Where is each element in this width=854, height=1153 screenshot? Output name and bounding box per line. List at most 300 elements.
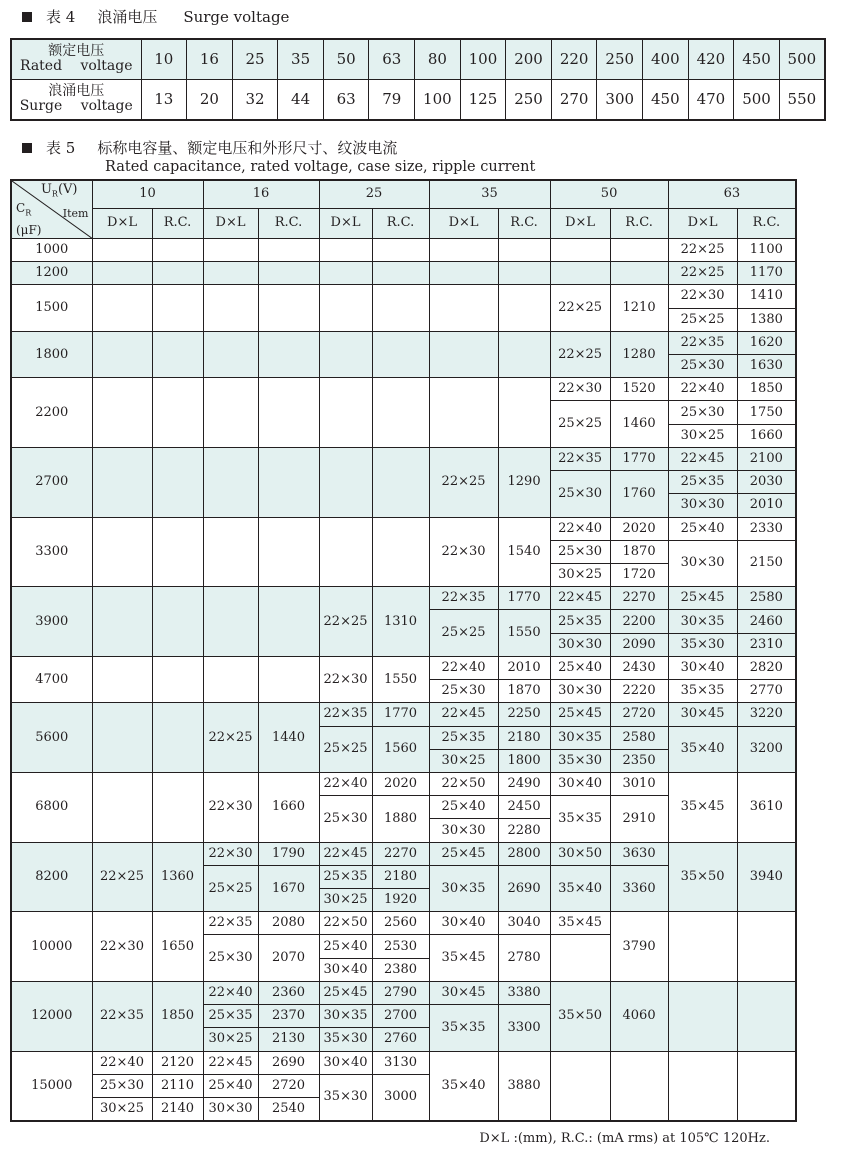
capacitance-cell: 2200 <box>11 378 92 448</box>
table-row <box>11 285 796 308</box>
dl-cell: 22×25 <box>668 238 737 261</box>
dl-cell: 22×30 <box>203 772 258 842</box>
rc-cell: 2770 <box>737 680 796 703</box>
dl-cell: 35×35 <box>550 796 610 842</box>
rc-cell: 2010 <box>737 494 796 517</box>
rc-cell: 2690 <box>498 865 550 911</box>
rc-column-header: R.C. <box>610 208 668 238</box>
empty-rc-cell <box>258 587 319 657</box>
rated-voltage-value: 500 <box>779 39 825 79</box>
table4-title <box>22 8 289 26</box>
empty-dl-cell <box>92 285 152 331</box>
dl-cell: 22×45 <box>668 447 737 470</box>
empty-dl-cell <box>203 331 258 377</box>
rc-cell: 3040 <box>498 912 550 935</box>
surge-voltage-value: 500 <box>734 79 780 120</box>
dl-cell: 30×45 <box>429 981 498 1004</box>
dl-cell: 30×25 <box>92 1098 152 1121</box>
rc-cell: 1770 <box>372 703 429 726</box>
empty-rc-cell <box>498 238 550 261</box>
dl-cell: 30×40 <box>319 958 372 981</box>
rated-voltage-value: 420 <box>688 39 734 79</box>
rc-cell: 2360 <box>258 981 319 1004</box>
capacitance-cell: 10000 <box>11 912 92 982</box>
empty-rc-cell <box>372 447 429 517</box>
rc-cell: 2100 <box>737 447 796 470</box>
rc-cell: 1440 <box>258 703 319 773</box>
empty-dl-cell <box>92 517 152 587</box>
empty-dl-cell <box>319 517 372 587</box>
rc-cell: 3790 <box>610 912 668 982</box>
square-bullet-icon <box>22 12 32 22</box>
dl-cell: 30×30 <box>668 540 737 586</box>
rc-cell: 2150 <box>737 540 796 586</box>
rc-cell: 1310 <box>372 587 429 657</box>
dl-cell: 22×45 <box>429 703 498 726</box>
table4-number: 表 4 <box>46 8 76 26</box>
rated-voltage-value: 50 <box>323 39 369 79</box>
dl-cell: 22×45 <box>550 587 610 610</box>
dl-column-header: D×L <box>319 208 372 238</box>
empty-rc-cell <box>258 285 319 331</box>
square-bullet-icon <box>22 143 32 153</box>
dl-cell: 22×40 <box>550 517 610 540</box>
rc-cell: 1660 <box>258 772 319 842</box>
empty-dl-cell <box>668 1051 737 1121</box>
empty-rc-cell <box>737 981 796 1051</box>
dl-cell: 25×25 <box>550 401 610 447</box>
empty-dl-cell <box>668 981 737 1051</box>
dl-cell: 22×30 <box>550 378 610 401</box>
rc-cell: 2760 <box>372 1028 429 1051</box>
surge-voltage-value: 100 <box>415 79 461 120</box>
rc-cell: 2010 <box>498 656 550 679</box>
rc-cell: 2030 <box>737 471 796 494</box>
surge-voltage-value: 44 <box>278 79 324 120</box>
empty-dl-cell <box>92 331 152 377</box>
empty-dl-cell <box>668 912 737 982</box>
rc-cell: 1880 <box>372 796 429 842</box>
voltage-header: 10 <box>92 180 203 208</box>
dl-cell: 22×40 <box>203 981 258 1004</box>
empty-rc-cell <box>152 517 203 587</box>
surge-voltage-value: 450 <box>643 79 689 120</box>
empty-dl-cell <box>92 447 152 517</box>
rc-cell: 2530 <box>372 935 429 958</box>
rated-voltage-value: 220 <box>551 39 597 79</box>
ur-label: $U_R(V)$ <box>40 182 78 199</box>
table-row <box>11 912 796 935</box>
capacitance-cell: 1000 <box>11 238 92 261</box>
surge-voltage-value: 13 <box>141 79 187 120</box>
rated-voltage-value: 25 <box>232 39 278 79</box>
dl-cell: 22×40 <box>319 772 372 795</box>
capacitance-cell: 3300 <box>11 517 92 587</box>
empty-dl-cell <box>92 656 152 702</box>
rc-cell: 2690 <box>258 1051 319 1074</box>
rc-cell: 2780 <box>498 935 550 981</box>
empty-rc-cell <box>372 517 429 587</box>
rc-cell: 1630 <box>737 355 796 378</box>
rc-column-header: R.C. <box>737 208 796 238</box>
rc-cell: 2350 <box>610 749 668 772</box>
dl-cell: 35×40 <box>668 726 737 772</box>
dl-cell: 22×35 <box>92 981 152 1051</box>
dl-cell: 22×35 <box>550 447 610 470</box>
rc-cell: 3000 <box>372 1074 429 1121</box>
empty-dl-cell <box>429 285 498 331</box>
rc-cell: 1620 <box>737 331 796 354</box>
empty-rc-cell <box>372 285 429 331</box>
surge-voltage-value: 550 <box>779 79 825 120</box>
rc-column-header: R.C. <box>372 208 429 238</box>
dl-cell: 35×35 <box>429 1005 498 1051</box>
capacitance-cell: 15000 <box>11 1051 92 1121</box>
empty-dl-cell <box>203 587 258 657</box>
empty-rc-cell <box>610 262 668 285</box>
dl-cell: 35×40 <box>550 865 610 911</box>
empty-rc-cell <box>258 262 319 285</box>
surge-voltage-table <box>10 38 826 121</box>
dl-cell: 25×30 <box>668 401 737 424</box>
dl-cell: 25×40 <box>429 796 498 819</box>
dl-cell: 30×35 <box>550 726 610 749</box>
rated-voltage-row <box>11 39 825 79</box>
rated-voltage-value: 80 <box>415 39 461 79</box>
dl-cell: 30×25 <box>429 749 498 772</box>
dl-cell: 30×35 <box>668 610 737 633</box>
rc-cell: 2580 <box>737 587 796 610</box>
dl-cell: 30×40 <box>319 1051 372 1074</box>
dl-cell: 35×45 <box>550 912 610 935</box>
table4-title-en: Surge voltage <box>183 8 290 26</box>
rc-cell: 1720 <box>610 563 668 586</box>
rated-capacitance-table <box>10 179 797 1122</box>
rated-voltage-label-cn: 额定电压 <box>48 43 105 60</box>
empty-dl-cell <box>429 238 498 261</box>
empty-rc-cell <box>372 262 429 285</box>
dl-cell: 25×45 <box>668 587 737 610</box>
rc-cell: 2220 <box>610 680 668 703</box>
dl-cell: 22×25 <box>550 331 610 377</box>
rc-cell: 2540 <box>258 1098 319 1121</box>
dl-cell: 25×25 <box>668 308 737 331</box>
empty-rc-cell <box>498 262 550 285</box>
empty-dl-cell <box>429 378 498 448</box>
table-row <box>11 656 796 679</box>
table-row <box>11 703 796 726</box>
empty-rc-cell <box>737 1051 796 1121</box>
surge-voltage-label-en: Surge voltage <box>19 98 133 115</box>
table-row <box>11 262 796 285</box>
surge-voltage-value: 20 <box>187 79 233 120</box>
dl-cell: 22×25 <box>203 703 258 773</box>
rc-cell: 2020 <box>372 772 429 795</box>
rated-voltage-value: 63 <box>369 39 415 79</box>
rc-cell: 1380 <box>737 308 796 331</box>
capacitance-cell: 1500 <box>11 285 92 331</box>
capacitance-cell: 2700 <box>11 447 92 517</box>
table5-title <box>22 139 397 157</box>
rc-cell: 2310 <box>737 633 796 656</box>
surge-voltage-label-cn: 浪涌电压 <box>48 83 105 100</box>
dl-cell: 25×30 <box>550 540 610 563</box>
cr-label: $C_R$ <box>16 201 32 218</box>
dl-cell: 35×45 <box>668 772 737 842</box>
empty-dl-cell <box>92 378 152 448</box>
dl-cell: 35×30 <box>668 633 737 656</box>
dl-cell: 25×30 <box>550 471 610 517</box>
rc-cell: 2200 <box>610 610 668 633</box>
dl-cell: 25×25 <box>319 726 372 772</box>
empty-dl-cell <box>550 262 610 285</box>
rc-cell: 2820 <box>737 656 796 679</box>
rc-cell: 4060 <box>610 981 668 1051</box>
dl-cell: 30×35 <box>429 865 498 911</box>
dl-cell: 25×45 <box>429 842 498 865</box>
empty-rc-cell <box>258 656 319 702</box>
rated-voltage-value: 400 <box>643 39 689 79</box>
dl-cell: 25×40 <box>203 1074 258 1097</box>
rc-cell: 2910 <box>610 796 668 842</box>
rc-column-header: R.C. <box>258 208 319 238</box>
empty-rc-cell <box>152 656 203 702</box>
capacitance-cell: 1200 <box>11 262 92 285</box>
rc-cell: 1850 <box>152 981 203 1051</box>
dl-cell: 25×40 <box>550 656 610 679</box>
capacitance-cell: 8200 <box>11 842 92 912</box>
empty-rc-cell <box>258 517 319 587</box>
empty-dl-cell <box>92 587 152 657</box>
capacitance-cell: 3900 <box>11 587 92 657</box>
empty-dl-cell <box>319 378 372 448</box>
dl-cell: 22×45 <box>319 842 372 865</box>
table-row <box>11 447 796 470</box>
table-row <box>11 772 796 795</box>
dl-cell: 35×40 <box>429 1051 498 1121</box>
rc-cell: 1800 <box>498 749 550 772</box>
empty-dl-cell <box>319 447 372 517</box>
dl-cell: 22×35 <box>668 331 737 354</box>
rated-voltage-value: 35 <box>278 39 324 79</box>
empty-dl-cell <box>203 656 258 702</box>
empty-rc-cell <box>152 772 203 842</box>
table-row <box>11 981 796 1004</box>
table-row <box>11 238 796 261</box>
rc-cell: 2070 <box>258 935 319 981</box>
dl-cell: 22×25 <box>550 285 610 331</box>
empty-rc-cell <box>258 378 319 448</box>
rc-cell: 1280 <box>610 331 668 377</box>
voltage-header: 16 <box>203 180 319 208</box>
table-row <box>11 587 796 610</box>
rc-cell: 2080 <box>258 912 319 935</box>
voltage-header: 63 <box>668 180 796 208</box>
rc-cell: 1850 <box>737 378 796 401</box>
rc-cell: 2120 <box>152 1051 203 1074</box>
rc-cell: 3300 <box>498 1005 550 1051</box>
dl-cell: 30×40 <box>550 772 610 795</box>
rc-cell: 2180 <box>372 865 429 888</box>
dl-cell: 25×35 <box>319 865 372 888</box>
dl-cell: 25×35 <box>668 471 737 494</box>
dl-cell: 35×30 <box>319 1028 372 1051</box>
empty-rc-cell <box>737 912 796 982</box>
dl-cell: 30×30 <box>550 633 610 656</box>
empty-dl-cell <box>203 285 258 331</box>
surge-voltage-value: 470 <box>688 79 734 120</box>
rc-cell: 1550 <box>372 656 429 702</box>
dl-cell: 25×25 <box>429 610 498 656</box>
rc-cell: 3940 <box>737 842 796 912</box>
rc-cell: 2430 <box>610 656 668 679</box>
table4-title-cn: 浪涌电压 <box>97 8 158 26</box>
rc-cell: 2270 <box>610 587 668 610</box>
rated-voltage-value: 450 <box>734 39 780 79</box>
empty-dl-cell <box>319 238 372 261</box>
rc-cell: 1360 <box>152 842 203 912</box>
empty-rc-cell <box>372 238 429 261</box>
empty-rc-cell <box>258 238 319 261</box>
rc-cell: 2460 <box>737 610 796 633</box>
dl-cell: 30×25 <box>319 889 372 912</box>
rc-cell: 1550 <box>498 610 550 656</box>
dl-cell: 22×45 <box>203 1051 258 1074</box>
rc-cell: 1870 <box>498 680 550 703</box>
empty-dl-cell <box>92 772 152 842</box>
dl-cell: 22×25 <box>319 587 372 657</box>
dl-column-header: D×L <box>92 208 152 238</box>
rc-column-header: R.C. <box>498 208 550 238</box>
rc-cell: 1770 <box>498 587 550 610</box>
empty-rc-cell <box>372 331 429 377</box>
rc-cell: 2330 <box>737 517 796 540</box>
empty-rc-cell <box>610 238 668 261</box>
voltage-header: 25 <box>319 180 429 208</box>
surge-voltage-value: 250 <box>506 79 552 120</box>
empty-rc-cell <box>610 1051 668 1121</box>
empty-dl-cell <box>203 262 258 285</box>
rc-cell: 2560 <box>372 912 429 935</box>
rc-cell: 1290 <box>498 447 550 517</box>
rc-cell: 3880 <box>498 1051 550 1121</box>
dl-cell: 35×30 <box>319 1074 372 1121</box>
dl-cell: 25×35 <box>203 1005 258 1028</box>
dl-cell: 30×25 <box>668 424 737 447</box>
dl-cell: 25×30 <box>203 935 258 981</box>
rc-cell: 2270 <box>372 842 429 865</box>
rc-cell: 3380 <box>498 981 550 1004</box>
dl-cell: 35×45 <box>429 935 498 981</box>
dl-cell: 22×30 <box>668 285 737 308</box>
empty-dl-cell <box>429 331 498 377</box>
rc-cell: 1170 <box>737 262 796 285</box>
dl-cell: 22×30 <box>319 656 372 702</box>
capacitance-unit-label: (μF) <box>16 223 42 237</box>
empty-dl-cell <box>92 238 152 261</box>
empty-rc-cell <box>372 378 429 448</box>
voltage-header: 50 <box>550 180 668 208</box>
rc-cell: 3010 <box>610 772 668 795</box>
surge-voltage-value: 125 <box>460 79 506 120</box>
table-row <box>11 331 796 354</box>
empty-rc-cell <box>152 262 203 285</box>
rc-cell: 1760 <box>610 471 668 517</box>
rc-cell: 1100 <box>737 238 796 261</box>
table-row <box>11 842 796 865</box>
dl-cell: 25×30 <box>319 796 372 842</box>
rc-cell: 1770 <box>610 447 668 470</box>
dl-cell: 25×30 <box>668 355 737 378</box>
dl-cell: 25×30 <box>92 1074 152 1097</box>
rc-cell: 3610 <box>737 772 796 842</box>
empty-dl-cell <box>550 1051 610 1121</box>
capacitance-cell: 1800 <box>11 331 92 377</box>
empty-rc-cell <box>152 587 203 657</box>
dl-cell: 30×40 <box>668 656 737 679</box>
rated-voltage-value: 250 <box>597 39 643 79</box>
dl-cell: 22×50 <box>319 912 372 935</box>
rated-voltage-label <box>11 39 141 79</box>
rc-cell: 1920 <box>372 889 429 912</box>
dl-cell: 25×45 <box>319 981 372 1004</box>
dl-cell: 22×40 <box>92 1051 152 1074</box>
rc-cell: 1750 <box>737 401 796 424</box>
item-label: Item <box>62 207 89 220</box>
dl-cell: 25×40 <box>668 517 737 540</box>
dl-cell: 25×25 <box>203 865 258 911</box>
dl-cell: 22×35 <box>203 912 258 935</box>
dl-cell: 22×50 <box>429 772 498 795</box>
rc-cell: 1520 <box>610 378 668 401</box>
rc-cell: 2110 <box>152 1074 203 1097</box>
empty-rc-cell <box>258 331 319 377</box>
rc-cell: 2090 <box>610 633 668 656</box>
rc-cell: 1660 <box>737 424 796 447</box>
capacitance-cell: 5600 <box>11 703 92 773</box>
dl-cell: 35×50 <box>668 842 737 912</box>
rc-cell: 2800 <box>498 842 550 865</box>
rc-cell: 3220 <box>737 703 796 726</box>
rc-cell: 3130 <box>372 1051 429 1074</box>
dl-cell: 30×30 <box>550 680 610 703</box>
rc-cell: 2490 <box>498 772 550 795</box>
empty-rc-cell <box>152 331 203 377</box>
surge-voltage-value: 32 <box>232 79 278 120</box>
dl-cell: 35×50 <box>550 981 610 1051</box>
rated-voltage-value: 10 <box>141 39 187 79</box>
table5-title-en: Rated capacitance, rated voltage, case size, ripple current <box>105 159 536 175</box>
rated-voltage-label-en: Rated voltage <box>19 58 133 75</box>
rc-cell: 2370 <box>258 1005 319 1028</box>
rc-cell: 2180 <box>498 726 550 749</box>
rc-cell: 1210 <box>610 285 668 331</box>
empty-dl-cell <box>203 378 258 448</box>
dl-cell: 35×30 <box>550 749 610 772</box>
voltage-header: 35 <box>429 180 550 208</box>
column-header-row <box>11 208 796 238</box>
rc-cell: 2380 <box>372 958 429 981</box>
empty-rc-cell <box>152 378 203 448</box>
rc-cell: 3630 <box>610 842 668 865</box>
dl-cell: 22×25 <box>92 842 152 912</box>
table-row <box>11 517 796 540</box>
dl-column-header: D×L <box>429 208 498 238</box>
empty-dl-cell <box>319 285 372 331</box>
dl-column-header: D×L <box>203 208 258 238</box>
rated-voltage-value: 16 <box>187 39 233 79</box>
dl-cell: 30×35 <box>319 1005 372 1028</box>
